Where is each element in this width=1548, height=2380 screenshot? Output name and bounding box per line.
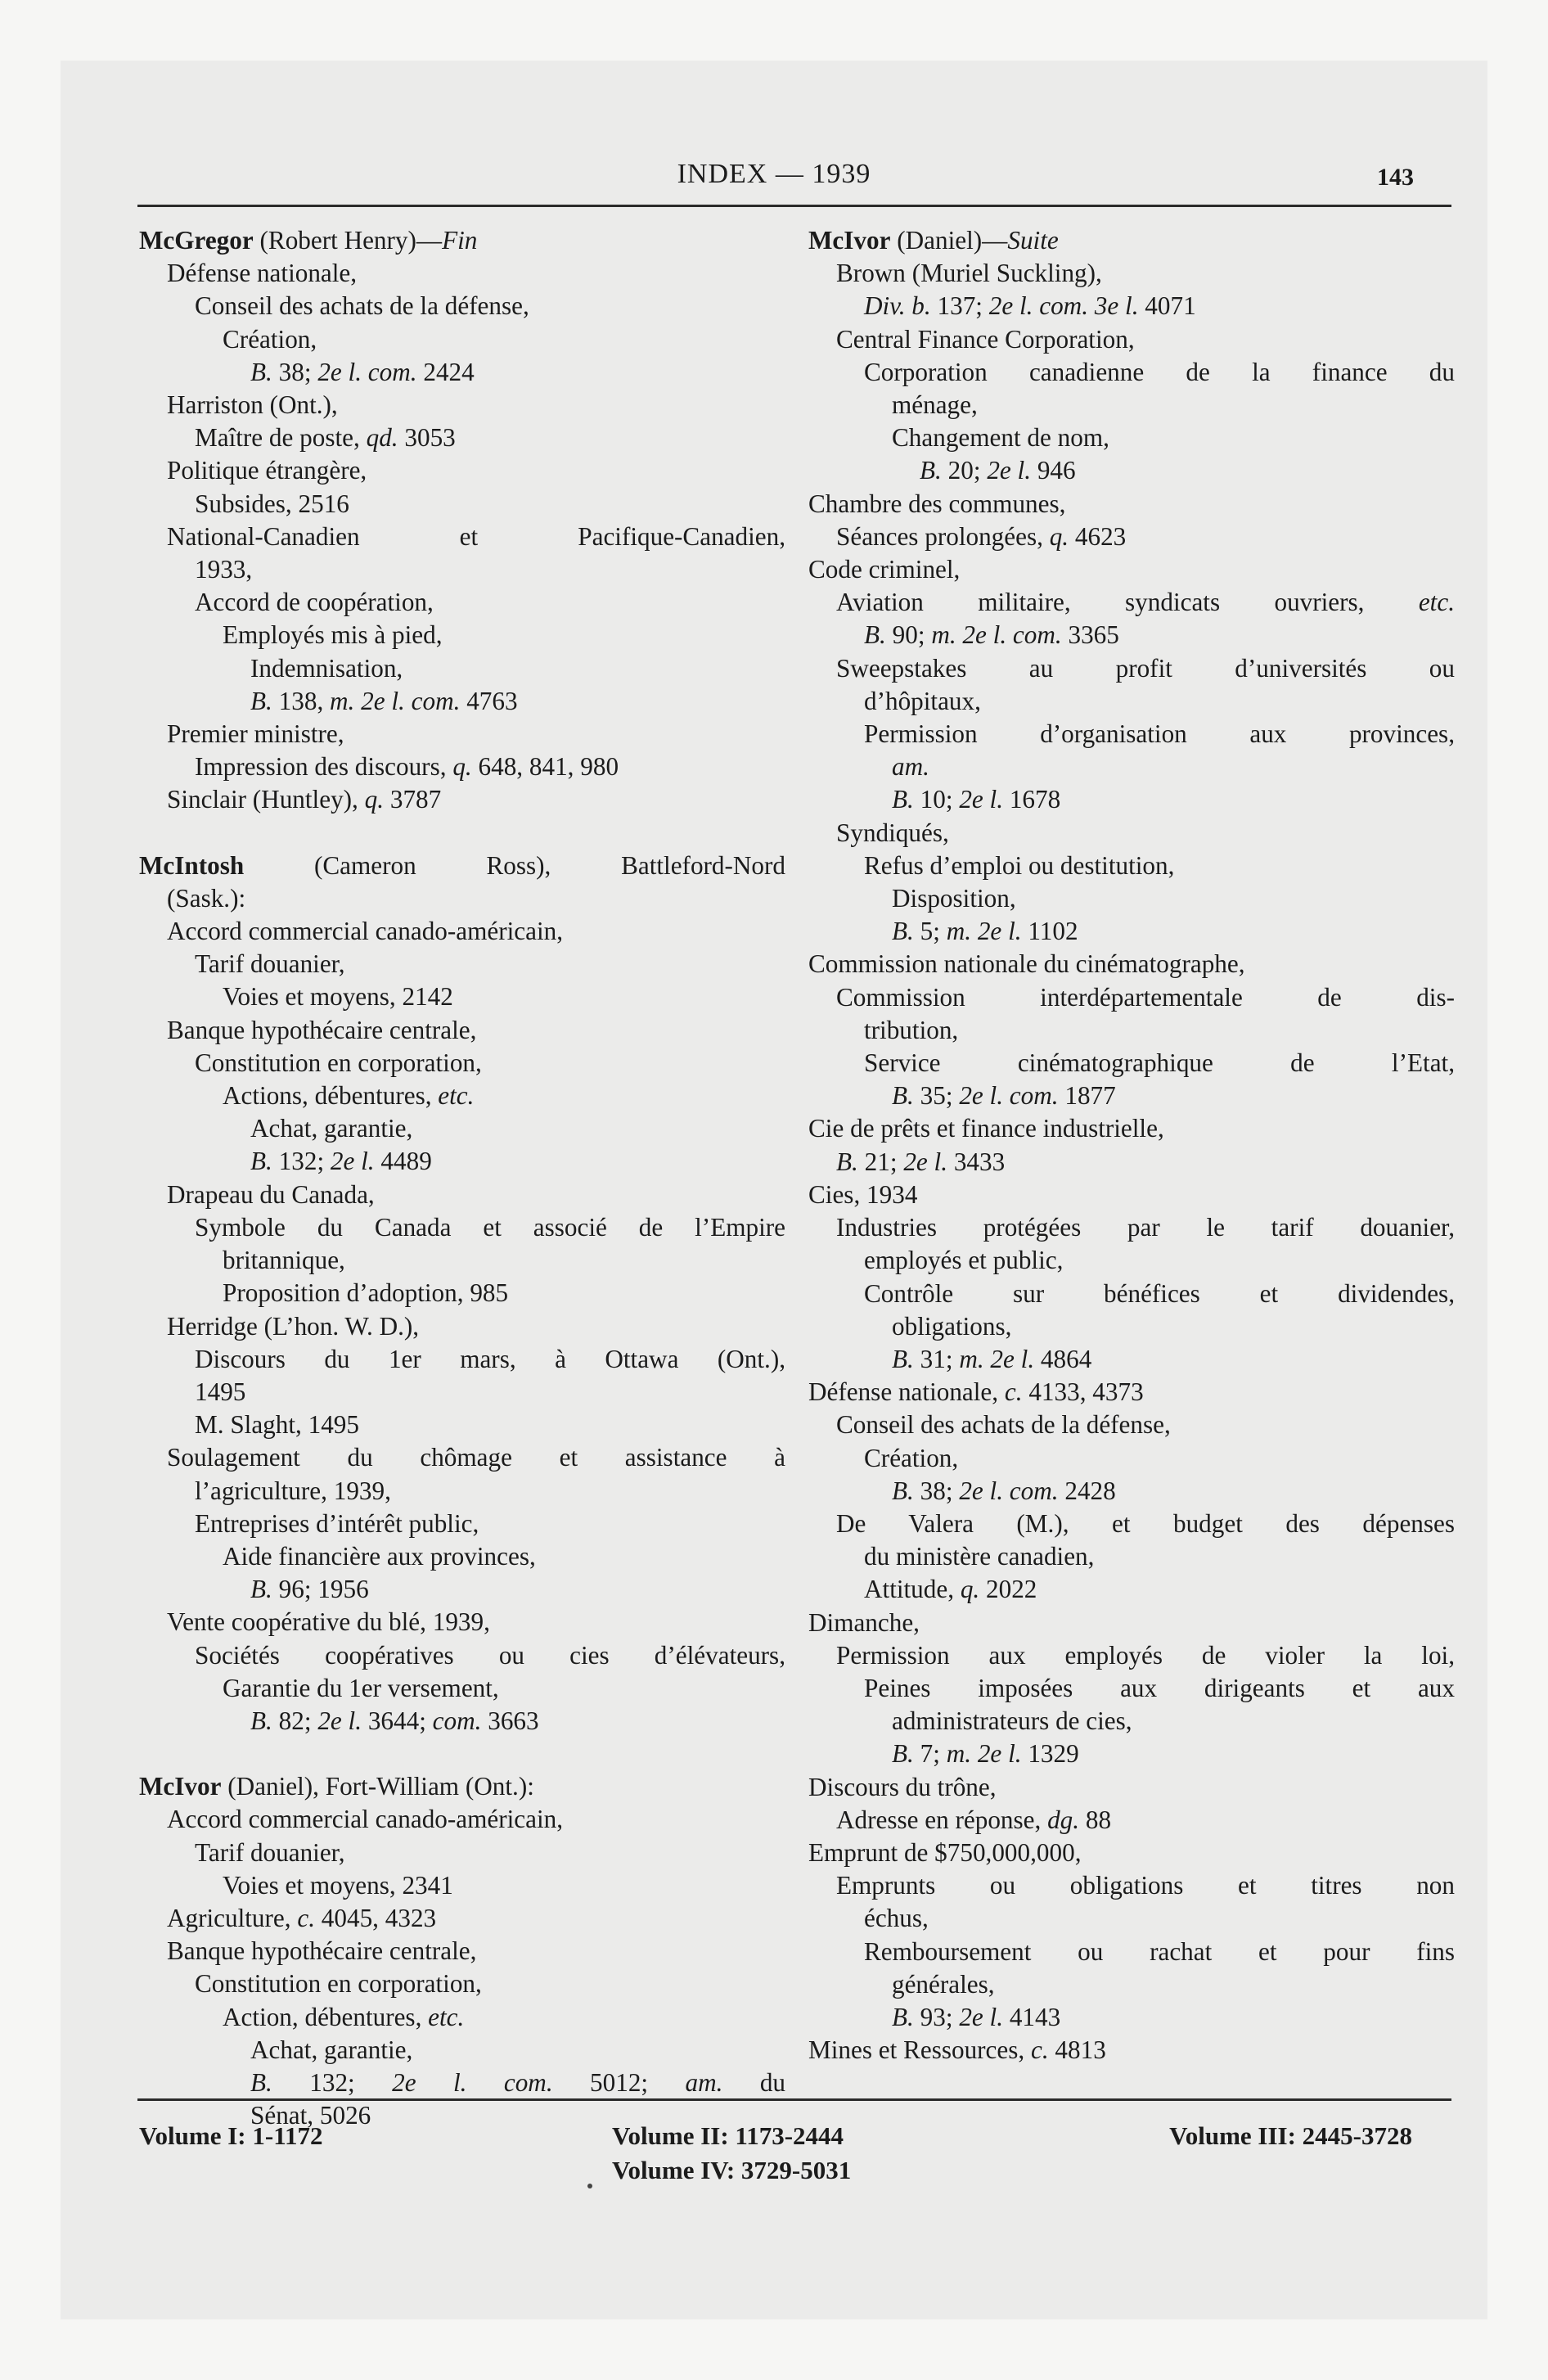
index-entry-line: Peines imposées aux dirigeants et aux — [864, 1673, 1455, 1702]
index-entry-line: De Valera (M.), et budget des dépenses — [836, 1508, 1455, 1538]
page-number: 143 — [1377, 164, 1414, 191]
index-heading-line: Dimanche, — [808, 1607, 920, 1637]
index-entry-line: Industries protégées par le tarif douanier, — [836, 1213, 1455, 1242]
index-entry-line: Création, — [864, 1443, 959, 1472]
index-entry-line: Garantie du 1er versement, — [223, 1673, 499, 1702]
index-entry-line: Achat, garantie, — [250, 1114, 413, 1143]
index-entry-line: B. 132; 2e l. com. 5012; am. du — [250, 2067, 786, 2097]
index-entry-line: Proposition d’adoption, 985 — [223, 1278, 509, 1308]
index-heading-line: Emprunt de $750,000,000, — [808, 1837, 1082, 1867]
index-entry-line: B. 20; 2e l. 946 — [920, 456, 1076, 485]
index-entry-line: Discours du 1er mars, à Ottawa (Ont.), — [195, 1344, 785, 1373]
footer-volume-3: Volume III: 2445-3728 — [1169, 2121, 1412, 2150]
index-entry-line: Agriculture, c. 4045, 4323 — [167, 1903, 437, 1932]
index-entry-line: Sinclair (Huntley), q. 3787 — [167, 785, 442, 814]
index-entry-line: Symbole du Canada et associé de l’Empire — [195, 1212, 785, 1242]
index-entry-line: B. 5; m. 2e l. 1102 — [892, 917, 1078, 946]
index-entry-line: Banque hypothécaire centrale, — [167, 1015, 477, 1044]
index-entry-line: B. 31; m. 2e l. 4864 — [892, 1344, 1092, 1373]
index-column-right — [808, 224, 1455, 2067]
scanned-page — [61, 61, 1487, 2319]
index-entry-line: Action, débentures, etc. — [223, 2002, 465, 2031]
index-entry-line: B. 93; 2e l. 4143 — [892, 2002, 1061, 2031]
index-entry-line: Subsides, 2516 — [195, 489, 349, 518]
index-entry-line: Constitution en corporation, — [195, 1048, 482, 1077]
index-heading-line: Défense nationale, c. 4133, 4373 — [808, 1377, 1144, 1407]
index-entry-line: Actions, débentures, etc. — [223, 1081, 475, 1111]
index-entry-line: Disposition, — [892, 884, 1016, 913]
index-entry-line: Service cinématographique de l’Etat, — [864, 1048, 1455, 1078]
index-entry-line: Accord commercial canado-américain, — [167, 1805, 564, 1834]
index-entry-line: du ministère canadien, — [864, 1542, 1095, 1571]
index-entry-line: 1495 — [195, 1377, 246, 1406]
index-entry-line: Création, — [223, 324, 317, 354]
index-entry-line: Sweepstakes au profit d’universités ou — [836, 653, 1455, 683]
footer-rule — [137, 2098, 1451, 2101]
index-entry-line: am. — [892, 752, 929, 782]
index-entry-line: ménage, — [892, 390, 978, 420]
index-entry-line: générales, — [892, 1969, 995, 1999]
index-entry-line: Remboursement ou rachat et pour fins — [864, 1936, 1455, 1966]
index-entry-line: Constitution en corporation, — [195, 1969, 482, 1999]
index-entry-line: Contrôle sur bénéfices et dividendes, — [864, 1278, 1455, 1308]
index-entry-line: Adresse en réponse, dg. 88 — [836, 1805, 1112, 1834]
index-entry-line: Premier ministre, — [167, 719, 344, 749]
index-entry-line: Employés mis à pied, — [223, 620, 443, 650]
index-entry-line: Aviation militaire, syndicats ouvriers, etc. — [836, 588, 1455, 617]
index-heading-line: Mines et Ressources, c. 4813 — [808, 2035, 1106, 2065]
index-entry-line: Entreprises d’intérêt public, — [195, 1508, 479, 1538]
index-entry-line: B. 38; 2e l. com. 2424 — [250, 357, 475, 386]
index-entry-line: Accord de coopération, — [195, 588, 434, 617]
index-entry-line: Div. b. 137; 2e l. com. 3e l. 4071 — [864, 291, 1196, 321]
index-entry-line: B. 38; 2e l. com. 2428 — [892, 1476, 1116, 1505]
index-entry-line: Vente coopérative du blé, 1939, — [167, 1607, 490, 1637]
index-entry-line: échus, — [864, 1904, 929, 1933]
index-entry-line: Sociétés coopératives ou cies d’élévateurs, — [195, 1640, 785, 1670]
index-entry-line: employés et public, — [864, 1246, 1064, 1275]
header-rule — [137, 205, 1451, 207]
index-entry-line: Aide financière aux provinces, — [223, 1541, 536, 1571]
index-entry-line: B. 90; m. 2e l. com. 3365 — [864, 620, 1119, 650]
index-entry-line: Tarif douanier, — [195, 949, 345, 979]
index-entry-line: Conseil des achats de la défense, — [836, 1410, 1171, 1440]
index-entry-line: Central Finance Corporation, — [836, 324, 1135, 354]
index-entry-line: Attitude, q. 2022 — [864, 1575, 1037, 1604]
index-entry-line: B. 21; 2e l. 3433 — [836, 1147, 1006, 1176]
index-entry-line: Refus d’emploi ou destitution, — [864, 850, 1175, 880]
index-entry-line: Conseil des achats de la défense, — [195, 291, 529, 321]
index-entry-line: Syndiqués, — [836, 818, 949, 847]
index-entry-line: Voies et moyens, 2142 — [223, 982, 453, 1012]
index-entry-line: Voies et moyens, 2341 — [223, 1870, 453, 1900]
index-entry-line: (Sask.): — [167, 883, 246, 913]
running-header-title: INDEX — 1939 — [677, 159, 871, 189]
index-entry-line: Impression des discours, q. 648, 841, 980 — [195, 752, 619, 782]
index-entry-line: B. 82; 2e l. 3644; com. 3663 — [250, 1706, 539, 1735]
index-entry-line: Défense nationale, — [167, 259, 358, 288]
index-heading-line: Cies, 1934 — [808, 1179, 918, 1209]
index-entry-line: tribution, — [864, 1015, 959, 1044]
index-entry-line: National-Canadien et Pacifique-Canadien, — [167, 521, 785, 551]
index-entry-line: Accord commercial canado-américain, — [167, 917, 564, 946]
index-entry-line: Permission d’organisation aux provinces, — [864, 719, 1455, 749]
index-entry-line: Permission aux employés de violer la loi, — [836, 1640, 1455, 1670]
index-entry-line: Herridge (L’hon. W. D.), — [167, 1311, 420, 1341]
index-entry-line: Tarif douanier, — [195, 1837, 345, 1867]
index-entry-line: B. 7; m. 2e l. 1329 — [892, 1739, 1079, 1769]
index-entry-line: Séances prolongées, q. 4623 — [836, 521, 1127, 551]
index-column-left — [139, 224, 785, 2132]
index-entry-line: Achat, garantie, — [250, 2035, 413, 2064]
index-entry-line: Changement de nom, — [892, 423, 1109, 453]
index-entry-line: Maître de poste, qd. 3053 — [195, 423, 456, 453]
index-heading-line: Cie de prêts et finance industrielle, — [808, 1114, 1164, 1143]
index-heading-line: McIntosh (Cameron Ross), Battleford-Nord — [139, 850, 785, 880]
index-entry-line: Harriston (Ont.), — [167, 390, 338, 420]
index-entry-line: Emprunts ou obligations et titres non — [836, 1871, 1455, 1900]
index-entry-line: B. 138, m. 2e l. com. 4763 — [250, 686, 518, 715]
index-entry-line: administrateurs de cies, — [892, 1706, 1132, 1736]
index-entry-line: Brown (Muriel Suckling), — [836, 259, 1102, 288]
index-entry-line: britannique, — [223, 1246, 345, 1275]
index-entry-line: Politique étrangère, — [167, 456, 367, 485]
index-entry-line: Commission interdépartementale de dis- — [836, 982, 1455, 1012]
index-heading-line: McIvor (Daniel), Fort-William (Ont.): — [139, 1772, 534, 1801]
index-entry-line: Indemnisation, — [250, 653, 403, 683]
index-entry-line: B. 35; 2e l. com. 1877 — [892, 1081, 1116, 1111]
index-heading-line: Discours du trône, — [808, 1772, 997, 1801]
index-heading-line: McIvor (Daniel)—Suite — [808, 226, 1059, 255]
index-entry-line: Corporation canadienne de la finance du — [864, 357, 1455, 386]
index-entry-line: B. 10; 2e l. 1678 — [892, 785, 1061, 814]
footer-volume-1: Volume I: 1-1172 — [139, 2121, 323, 2150]
index-entry-line: Banque hypothécaire centrale, — [167, 1936, 477, 1966]
index-entry-line: B. 96; 1956 — [250, 1575, 369, 1604]
index-entry-line: Sénat, 5026 — [250, 2101, 371, 2130]
index-entry-line: M. Slaght, 1495 — [195, 1410, 359, 1440]
footer-volume-4: Volume IV: 3729-5031 — [612, 2156, 852, 2184]
index-entry-line: obligations, — [892, 1311, 1012, 1341]
index-entry-line: d’hôpitaux, — [864, 686, 981, 715]
footer-volume-2: Volume II: 1173-2444 — [612, 2121, 844, 2150]
print-speck — [587, 2184, 592, 2188]
index-heading-line: Chambre des communes, — [808, 489, 1066, 518]
index-entry-line: Drapeau du Canada, — [167, 1179, 375, 1209]
index-entry-line: l’agriculture, 1939, — [195, 1476, 391, 1505]
index-entry-line: Soulagement du chômage et assistance à — [167, 1443, 785, 1472]
index-heading-line: Code criminel, — [808, 555, 961, 584]
index-heading-line: McGregor (Robert Henry)—Fin — [139, 226, 478, 255]
index-entry-line: B. 132; 2e l. 4489 — [250, 1147, 432, 1176]
index-heading-line: Commission nationale du cinématographe, — [808, 949, 1245, 979]
index-entry-line: 1933, — [195, 555, 253, 584]
